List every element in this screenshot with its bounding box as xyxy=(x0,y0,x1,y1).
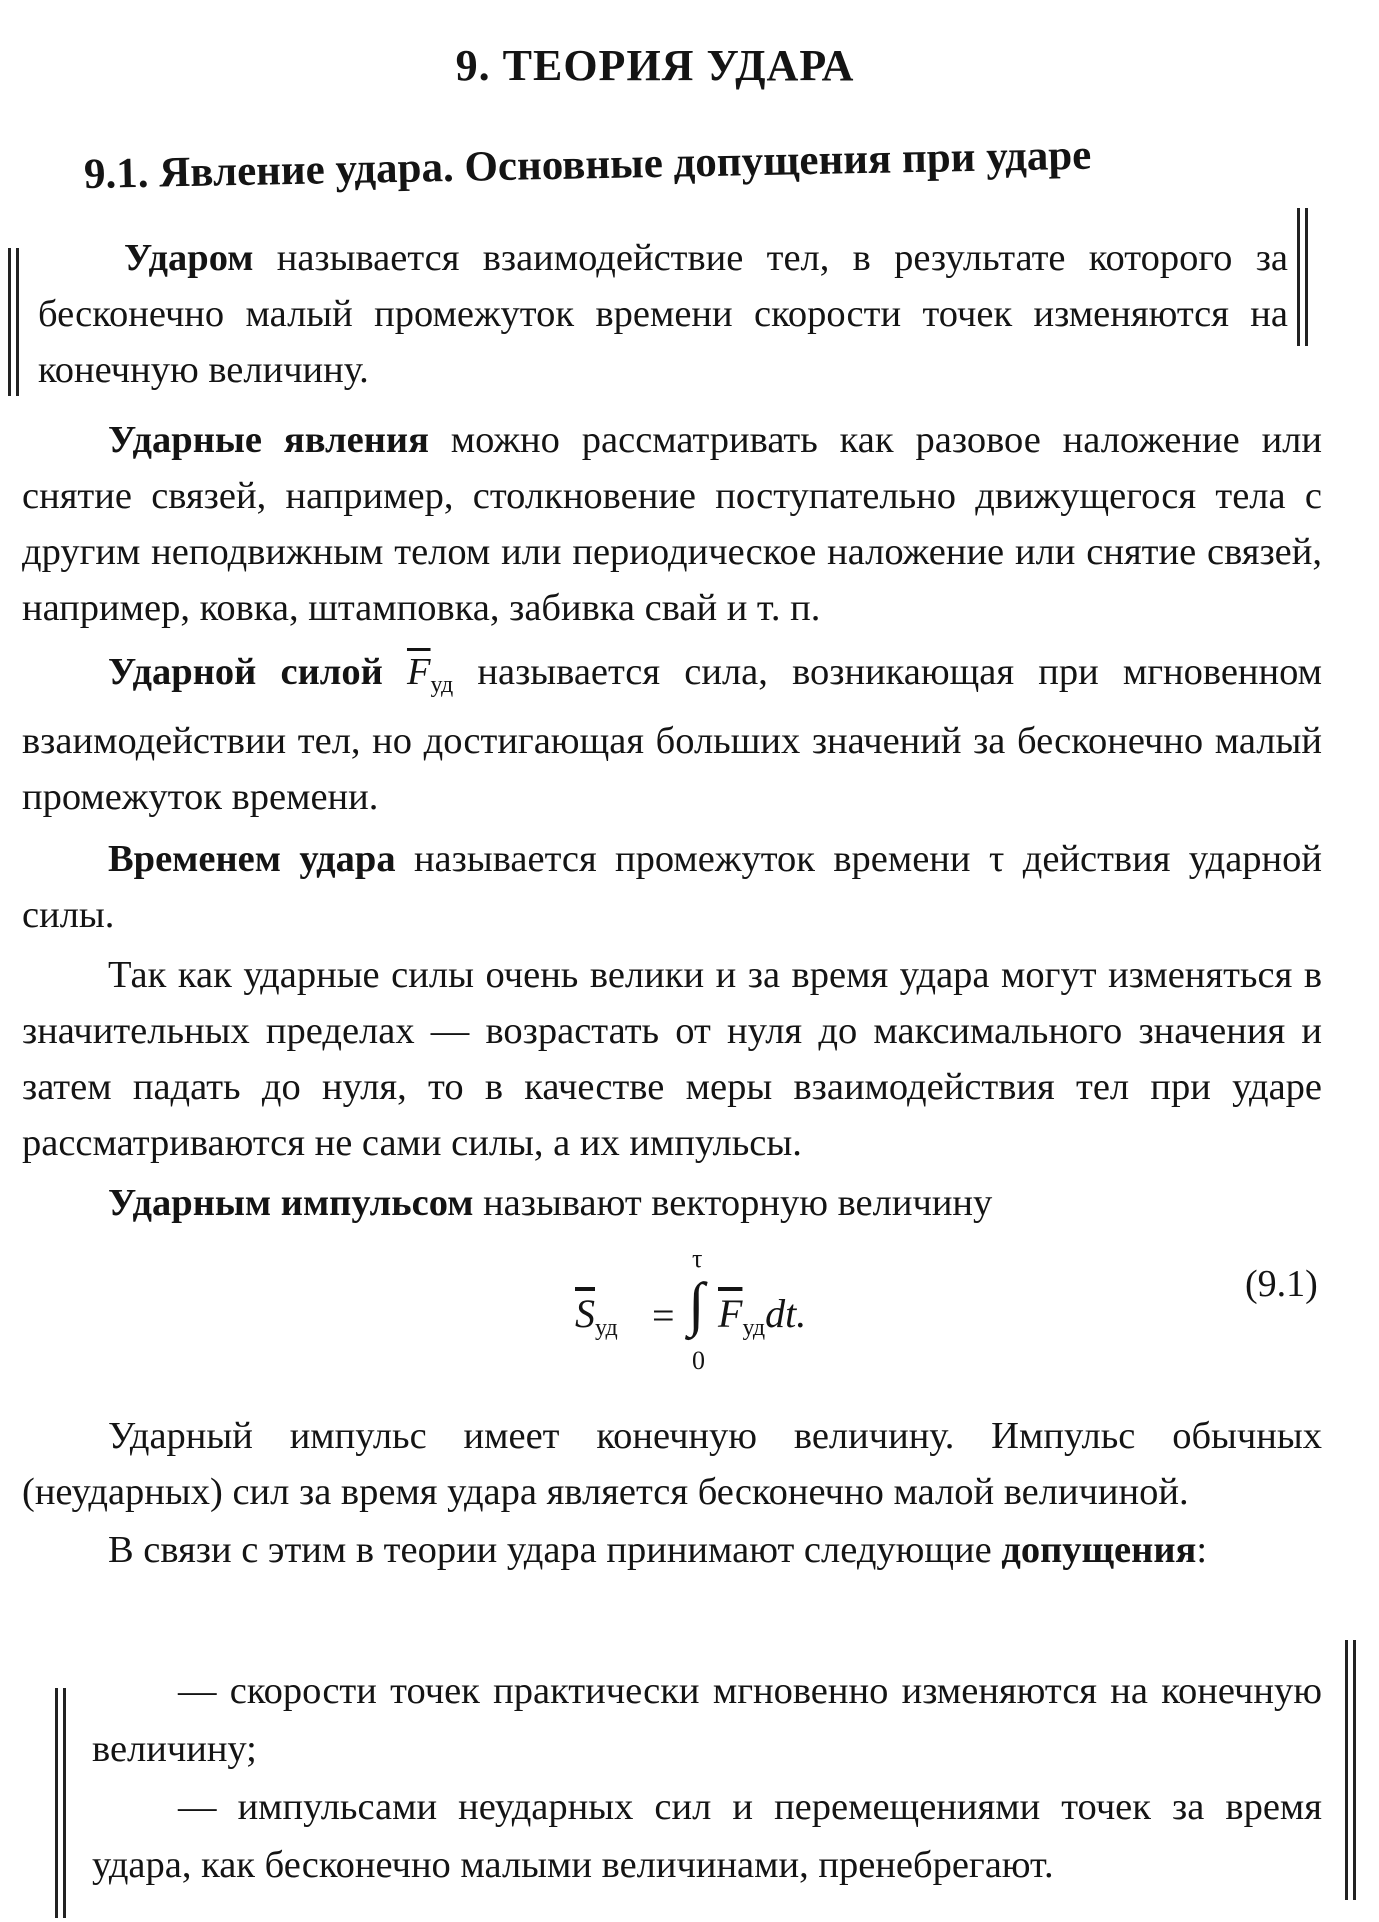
assumptions-list xyxy=(92,1662,1322,1894)
symbol-force: $\overline{F}_{уд}$ xyxy=(406,651,454,698)
margin-bar-left-1 xyxy=(8,248,19,396)
term-impact: Ударом xyxy=(124,237,254,279)
paragraph-assumptions-intro: В связи с этим в теории удара принимают следующие допущения: xyxy=(108,1529,1208,1571)
paragraph-text: называется взаимодействие тел, в результате которого за бесконечно малый промежуток времени скорости точек изменяются на конечную величину. xyxy=(38,237,1288,391)
integral-upper-limit: τ xyxy=(692,1244,703,1273)
term-assumptions: допущения xyxy=(1001,1529,1197,1571)
term-impact-phenomena: Ударные явления xyxy=(108,419,429,461)
term-impact-time: Временем удара xyxy=(108,838,396,880)
main-text xyxy=(22,412,1322,1231)
margin-bar-right-1 xyxy=(1297,208,1308,346)
paragraph-impact-force xyxy=(22,644,1322,825)
paragraph-text: можно рассматривать как разовое наложение или снятие связей, например, столкновение поступательно движущегося тела с другим неподвижным телом или периодическое наложение или снятие связей, например, ковка, штамповка, забивка свай и т. п. xyxy=(22,419,1322,629)
assumption-item: — импульсами неударных сил и перемещениями точек за время удара, как бесконечно малыми величинами, пренебрегают. xyxy=(92,1786,1322,1886)
paragraph-impact-phenomena xyxy=(22,412,1322,636)
chapter-title: 9. ТЕОРИЯ УДАРА xyxy=(455,41,855,90)
paragraph-text: называют векторную величину xyxy=(473,1182,993,1224)
paragraph-impulse-reason: Так как ударные силы очень велики и за время удара могут изменяться в значительных пределах — возрастать от нуля до максимального значения и затем падать до нуля, то в качестве меры взаимодействия тел при ударе рассматриваются не сами силы, а их импульсы. xyxy=(22,954,1322,1164)
margin-bar-right-2 xyxy=(1345,1640,1356,1900)
term-impact-force: Ударной силой xyxy=(108,651,383,693)
formula-9-1 xyxy=(560,1244,860,1375)
margin-bar-left-2 xyxy=(55,1688,66,1918)
paragraph-impact-time xyxy=(22,831,1322,943)
paragraph-impact-impulse xyxy=(22,1175,1322,1231)
paragraph-text: называется сила, возникающая при мгновенном взаимодействии тел, но достигающая больших значений за бесконечно малый промежуток времени. xyxy=(22,651,1323,818)
integral-lower-limit: 0 xyxy=(692,1346,705,1375)
paragraph-impact-definition xyxy=(38,230,1288,398)
integral-sign: ∫ xyxy=(688,1271,705,1337)
formula-integrand: $\overline{F}_{уд}dt$. xyxy=(718,1291,807,1341)
equation-number: (9.1) xyxy=(1245,1263,1318,1305)
section-title: 9.1. Явление удара. Основные допущения при ударе xyxy=(83,131,1092,198)
definition-block xyxy=(38,230,1288,398)
after-formula-text xyxy=(22,1408,1322,1578)
assumption-item: — скорости точек практически мгновенно изменяются на конечную величину; xyxy=(92,1670,1322,1770)
formula-equals: = xyxy=(652,1293,675,1338)
term-impact-impulse: Ударным импульсом xyxy=(108,1182,474,1224)
paragraph-text: называется промежуток времени τ действия ударной силы. xyxy=(22,838,1322,936)
formula-lhs: $\overline{S}_{уд}$ xyxy=(575,1291,618,1341)
paragraph-impulse-finite: Ударный импульс имеет конечную величину. Импульс обычных (неударных) сил за время удара является бесконечно малой величиной. xyxy=(22,1415,1322,1513)
